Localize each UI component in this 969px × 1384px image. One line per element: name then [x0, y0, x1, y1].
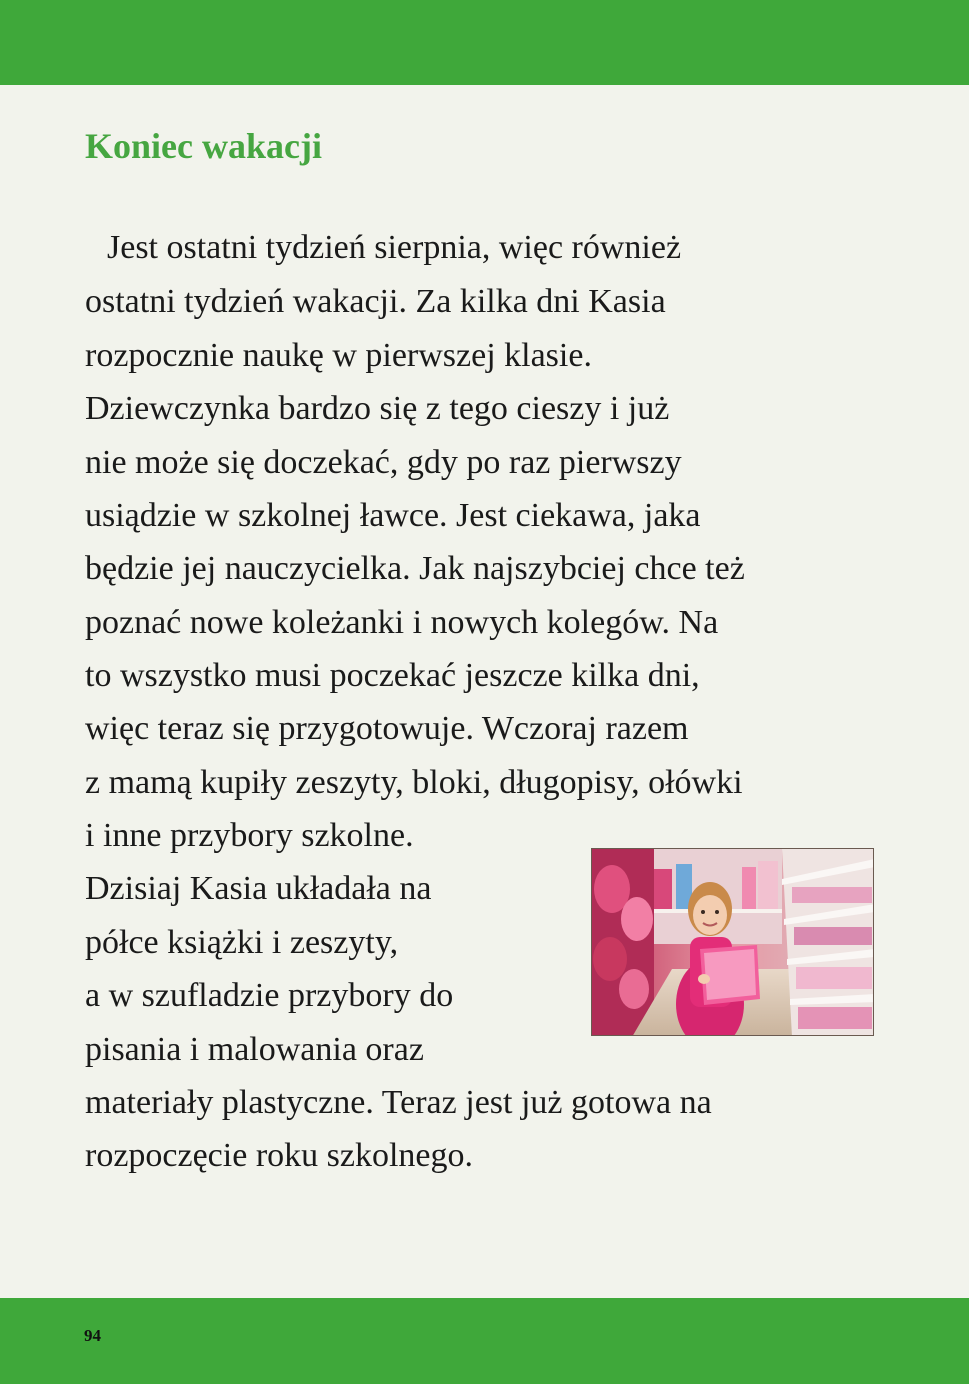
header-band [0, 0, 969, 85]
text-line: to wszystko musi poczekać jeszcze kilka dni, [85, 657, 700, 694]
text-line: rozpocznie naukę w pierwszej klasie. [85, 337, 592, 374]
text-line: poznać nowe koleżanki i nowych kolegów. Na [85, 604, 719, 641]
footer-band [0, 1298, 969, 1384]
text-line: materiały plastyczne. Teraz jest już gotowa na [85, 1084, 712, 1121]
text-line: więc teraz się przygotowuje. Wczoraj razem [85, 710, 689, 747]
text-line: Dziewczynka bardzo się z tego cieszy i już [85, 390, 670, 427]
text-line: rozpoczęcie roku szkolnego. [85, 1137, 473, 1174]
page-title: Koniec wakacji [85, 126, 322, 166]
text-line: półce książki i zeszyty, [85, 924, 399, 961]
text-line: i inne przybory szkolne. [85, 817, 414, 854]
text-line: pisania i malowania oraz [85, 1031, 424, 1068]
text-line: będzie jej nauczycielka. Jak najszybciej chce też [85, 550, 745, 587]
text-line: ostatni tydzień wakacji. Za kilka dni Kasia [85, 283, 666, 320]
text-line: a w szufladzie przybory do [85, 977, 454, 1014]
text-line: nie może się doczekać, gdy po raz pierwszy [85, 444, 682, 481]
text-line: usiądzie w szkolnej ławce. Jest ciekawa, jaka [85, 497, 701, 534]
page-number: 94 [84, 1326, 101, 1345]
text-line: z mamą kupiły zeszyty, bloki, długopisy, ołówki [85, 764, 743, 801]
text-line: Jest ostatni tydzień sierpnia, więc również [107, 229, 682, 266]
text-line: Dzisiaj Kasia układała na [85, 870, 432, 907]
girl-in-school-supply-store-photo [591, 848, 874, 1036]
